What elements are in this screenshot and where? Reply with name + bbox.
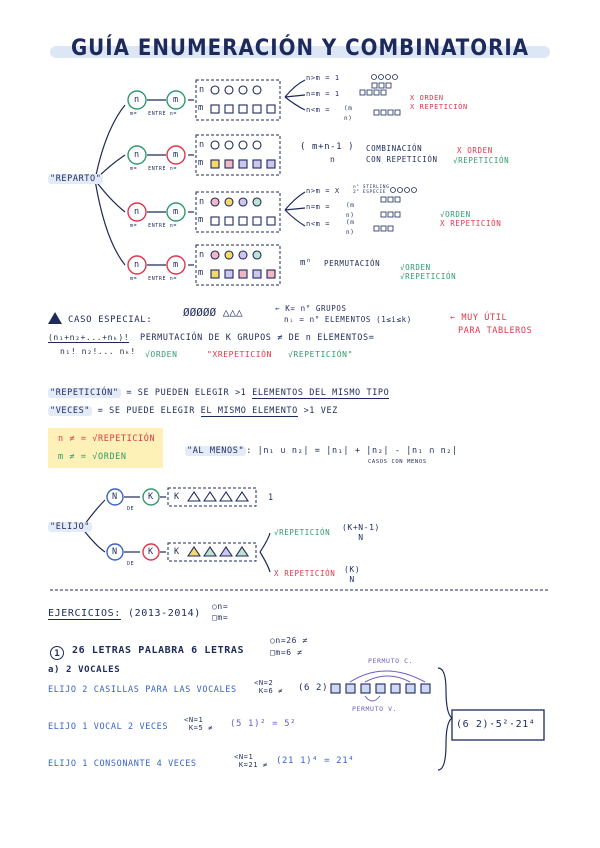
row-label-n: n: [199, 197, 205, 207]
reparto-label: "REPARTO": [50, 174, 102, 184]
case3-cond-3: n<m =: [306, 220, 331, 228]
row-label-n: n: [199, 85, 205, 95]
case1-binom: (m n): [344, 105, 353, 122]
elijo-label: "ELIJO": [50, 522, 91, 532]
group-icon: ØØØØØ: [183, 306, 217, 319]
exercises-key-m: □m=: [212, 613, 229, 622]
row-label-m: m: [198, 268, 204, 278]
legend-m: m ≠ = √ORDEN: [58, 452, 127, 462]
node-n: n: [134, 260, 140, 270]
special-frac-top: (n₁+n₂+...+nₖ)!: [48, 333, 130, 342]
node-caption: m= ENTRE n=: [130, 111, 177, 117]
special-desc: PERMUTACIÓN DE K GRUPOS ≠ DE n ELEMENTOS=: [140, 333, 375, 343]
exercises-heading: EJERCICIOS:: [48, 608, 121, 619]
elijo-node-n: N: [112, 547, 118, 557]
case2-desc-2: CON REPETICIÓN: [366, 155, 438, 164]
exercises-key-n: ○n=: [212, 602, 229, 611]
special-groups-2: nᵢ = n° ELEMENTOS (1≤i≤k): [284, 315, 412, 324]
elijo-binom-1: (K+N-1) N: [342, 523, 380, 542]
case1-note-rep: X REPETICIÓN: [410, 103, 468, 111]
legend-box: [48, 428, 163, 468]
legend-n: n ≠ = √REPETICIÓN: [58, 434, 156, 444]
exercise-part: a) 2 VOCALES: [48, 665, 121, 675]
warning-icon: [48, 312, 62, 324]
case3-binom: (m n): [346, 202, 355, 219]
exercise-line-2: ELIJO 1 VOCAL 2 VECES: [48, 722, 169, 732]
node-caption: m= ENTRE n=: [130, 223, 177, 229]
permuto-v-label: PERMUTO V.: [352, 705, 398, 713]
case2-desc-1: COMBINACIÓN: [366, 144, 423, 153]
triangle-group-icon: △△△: [222, 306, 243, 319]
exercise-answer: (6 2)·5²·21⁴: [456, 719, 536, 730]
problem-key-n: ○n=26 ≠: [270, 636, 308, 645]
row-label-n: n: [199, 250, 205, 260]
case1-cond-2: n=m = 1: [306, 90, 340, 98]
row-label-m: m: [198, 158, 204, 168]
row-label-n: n: [199, 140, 205, 150]
exercise-line-2-nk: <N=1 K=5 ≠: [184, 716, 213, 732]
special-tip-2: PARA TABLEROS: [458, 326, 533, 336]
exercise-line-3-nk: <N=1 K=21 ≠: [234, 753, 268, 769]
case1-cond-1: n>m = 1: [306, 74, 340, 82]
node-n: n: [134, 207, 140, 217]
node-n: n: [134, 150, 140, 160]
special-frac-bottom: n₁! n₂!... nₖ!: [60, 347, 136, 356]
elijo-row-label: K: [174, 547, 180, 557]
special-tip-1: ← MUY ÚTIL: [450, 313, 508, 323]
exercise-line-3: ELIJO 1 CONSONANTE 4 VECES: [48, 759, 197, 769]
elijo-binom-2: (K) N: [344, 565, 361, 584]
brace: [438, 668, 452, 770]
al-menos: "AL MENOS" : |n₁ ∪ n₂| = |n₁| + |n₂| - |n₁ ∩ n₂|: [187, 446, 458, 456]
case2-note-rep: √REPETICIÓN: [453, 156, 510, 165]
exercises-years: (2013-2014): [128, 608, 201, 619]
elijo-node-n: N: [112, 492, 118, 502]
case3-cond-1: n>m = X: [306, 187, 340, 195]
node-m: m: [173, 207, 179, 217]
elijo-note-rep: √REPETICIÓN: [274, 528, 331, 537]
case3-note-rep: X REPETICIÓN: [440, 219, 502, 228]
al-menos-note: CASOS CON MENOS: [368, 459, 427, 465]
elijo-note-norep: X REPETICIÓN: [274, 569, 336, 578]
reparto-shapes: [211, 86, 275, 278]
special-groups-1: ← K= n° GRUPOS: [275, 304, 347, 313]
elijo-triangles: [188, 492, 248, 556]
node-caption: m= ENTRE n=: [130, 276, 177, 282]
case3-note-orden: √ORDEN: [440, 210, 471, 219]
case2-binom: ( m+n-1 ): [300, 142, 355, 152]
case2-binom-bottom: n: [330, 155, 336, 164]
case1-note-orden: X ORDEN: [410, 94, 444, 102]
case3-cond-2: n=m =: [306, 203, 331, 211]
elijo-node-k: K: [148, 547, 154, 557]
case3-binom: (m n): [346, 219, 355, 236]
page-title: GUÍA ENUMERACIÓN Y COMBINATORIA: [70, 36, 530, 61]
case4-note-orden: √ORDEN: [400, 263, 431, 272]
exercise-line-3-result: (21 1)⁴ = 21⁴: [276, 756, 355, 766]
node-caption: m= ENTRE n=: [130, 166, 177, 172]
node-m: m: [173, 150, 179, 160]
case1-cond-3: n<m =: [306, 106, 331, 114]
permuto-c-label: PERMUTO C.: [368, 657, 414, 665]
case3-stirling: n° STIRLING 2° ESPECIE: [353, 185, 390, 195]
elijo-result-1: 1: [268, 493, 274, 503]
exercise-line-2-result: (5 1)² = 5²: [230, 719, 297, 729]
elijo-caption: DE: [127, 561, 135, 567]
special-note-3: √REPETICIÓN": [288, 350, 353, 359]
node-m: m: [173, 95, 179, 105]
special-label: CASO ESPECIAL:: [48, 310, 152, 325]
node-n: n: [134, 95, 140, 105]
row-label-m: m: [198, 215, 204, 225]
case4-formula: mⁿ: [300, 258, 313, 268]
def-veces: "VECES" = SE PUEDE ELEGIR EL MISMO ELEMENTO >1 VEZ: [50, 406, 338, 416]
case2-note-orden: X ORDEN: [457, 146, 493, 155]
special-note-2: "XREPETICIÓN: [207, 350, 272, 359]
groups-icons: [183, 306, 243, 319]
case4-note-rep: √REPETICIÓN: [400, 272, 457, 281]
case4-desc: PERMUTACIÓN: [324, 259, 381, 268]
elijo-node-k: K: [148, 492, 154, 502]
elijo-row-label: K: [174, 492, 180, 502]
exercise-line-1-nk: <N=2 K=6 ≠: [254, 679, 283, 695]
exercise-line-1: ELIJO 2 CASILLAS PARA LAS VOCALES: [48, 685, 237, 695]
exercise-cells: [331, 684, 430, 693]
def-repeticion: "REPETICIÓN" = SE PUEDEN ELEGIR >1 ELEMENTOS DEL MISMO TIPO: [50, 388, 390, 398]
problem-number: 1: [50, 641, 64, 660]
row-label-m: m: [198, 103, 204, 113]
reparto-nodes: [128, 91, 185, 274]
problem-text: 26 LETRAS PALABRA 6 LETRAS: [72, 645, 245, 656]
problem-key-m: □m=6 ≠: [270, 648, 303, 657]
elijo-caption: DE: [127, 506, 135, 512]
special-note-1: √ORDEN: [145, 350, 178, 359]
node-m: m: [173, 260, 179, 270]
exercise-line-1-result: (6 2): [298, 683, 329, 693]
